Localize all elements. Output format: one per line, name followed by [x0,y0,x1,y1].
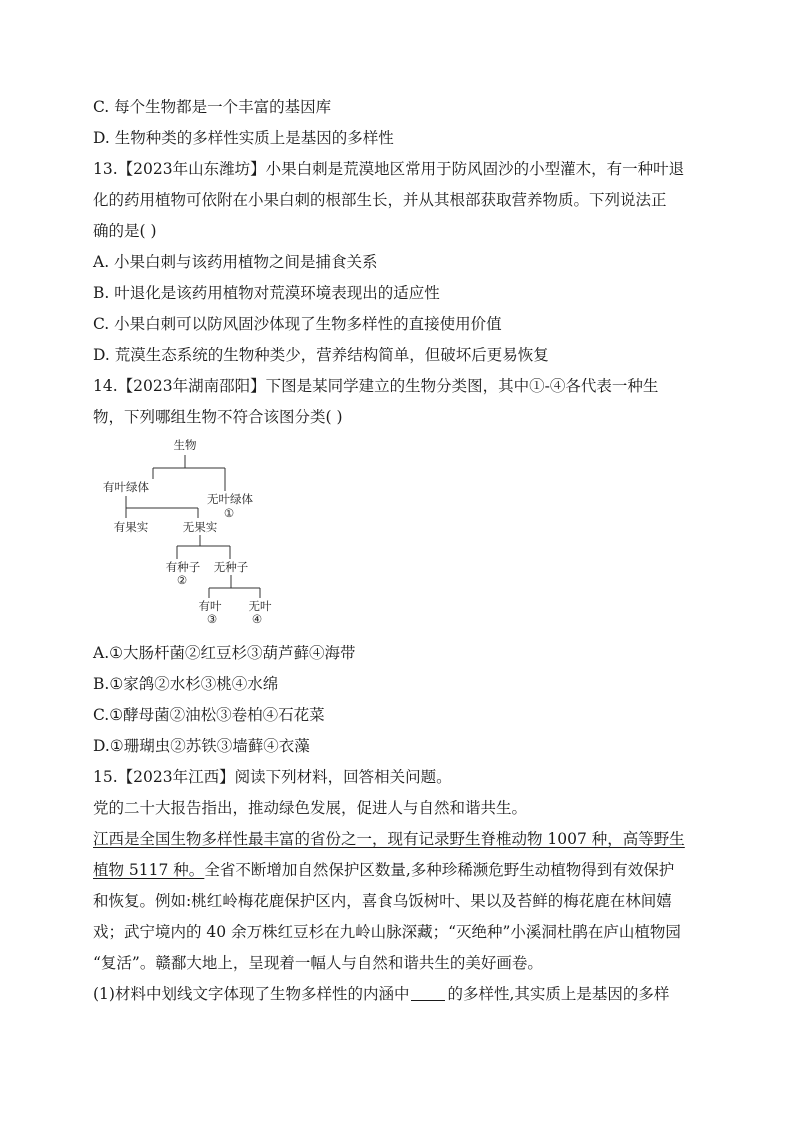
answer-blank[interactable] [411,984,445,1001]
question-15-part1-text-b: 的多样性,其实质上是基因的多样 [447,985,670,1003]
question-13-stem-line1: 13.【2023年山东潍坊】小果白刺是荒漠地区常用于防风固沙的小型灌木，有一种叶退 [93,160,685,178]
option-d-q12: D. 生物种类的多样性实质上是基因的多样性 [93,129,394,147]
tree-node-no-leaf: 无叶 [248,599,272,613]
material-underlined-line2: 植物 5117 种。 [93,861,205,879]
tree-node-root: 生物 [173,438,197,452]
question-15-part1-text-a: (1)材料中划线文字体现了生物多样性的内涵中 [93,985,410,1003]
material-line2-rest: 全省不断增加自然保护区数量,多种珍稀濒危野生动植物得到有效保护 [204,861,675,879]
tree-mark-1: ① [223,506,235,520]
tree-node-no-fruit: 无果实 [182,520,218,534]
question-15-stem: 15.【2023年江西】阅读下列材料，回答相关问题。 [93,768,452,786]
material-underlined-line1: 江西是全国生物多样性最丰富的省份之一，现有记录野生脊椎动物 1007 种，高等野生 [93,830,685,848]
option-a-q13: A. 小果白刺与该药用植物之间是捕食关系 [93,253,378,271]
tree-node-has-fruit: 有果实 [113,520,149,534]
material-line5: “复活”。赣鄱大地上，呈现着一幅人与自然和谐共生的美好画卷。 [93,954,543,972]
option-c-q12: C. 每个生物都是一个丰富的基因库 [93,98,332,116]
tree-mark-4: ④ [251,612,263,626]
tree-node-no-chloroplast: 无叶绿体 [207,492,253,506]
option-a-q14: A.①大肠杆菌②红豆杉③葫芦藓④海带 [93,644,356,662]
option-c-q14: C.①酵母菌②油松③卷柏④石花菜 [93,706,325,724]
question-13-stem-line3: 确的是( ) [93,222,157,240]
option-c-q13: C. 小果白刺可以防风固沙体现了生物多样性的直接使用价值 [93,315,502,333]
material-line3: 和恢复。例如:桃红岭梅花鹿保护区内，喜食乌饭树叶、果以及苔鲜的梅花鹿在林间嬉 [93,892,672,910]
option-d-q13: D. 荒漠生态系统的生物种类少，营养结构简单，但破坏后更易恢复 [93,346,549,364]
material-paragraph-1: 党的二十大报告指出，推动绿色发展，促进人与自然和谐共生。 [93,799,528,817]
question-14-stem-line1: 14.【2023年湖南邵阳】下图是某同学建立的生物分类图，其中①-④各代表一种生 [93,377,659,395]
option-b-q13: B. 叶退化是该药用植物对荒漠环境表现出的适应性 [93,284,440,302]
tree-node-has-seed: 有种子 [165,560,201,574]
question-13-stem-line2: 化的药用植物可依附在小果白刺的根部生长，并从其根部获取营养物质。下列说法正 [93,191,667,209]
tree-mark-3: ③ [206,612,218,626]
option-b-q14: B.①家鸽②水杉③桃④水绵 [93,675,279,693]
classification-tree-diagram [93,432,283,628]
question-15-part1 [93,984,705,1004]
tree-node-has-chloroplast: 有叶绿体 [103,480,149,494]
tree-mark-2: ② [176,573,188,587]
material-line2 [93,860,705,880]
question-14-stem-line2: 物，下列哪组生物不符合该图分类( ) [93,408,343,426]
tree-node-has-leaf: 有叶 [198,599,222,613]
option-d-q14: D.①珊瑚虫②苏铁③墙藓④衣藻 [93,737,310,755]
tree-node-no-seed: 无种子 [213,560,249,574]
material-line4: 戏；武宁境内的 40 余万株红豆杉在九岭山脉深藏；“灭绝种”小溪洞杜鹃在庐山植物园 [93,923,681,941]
